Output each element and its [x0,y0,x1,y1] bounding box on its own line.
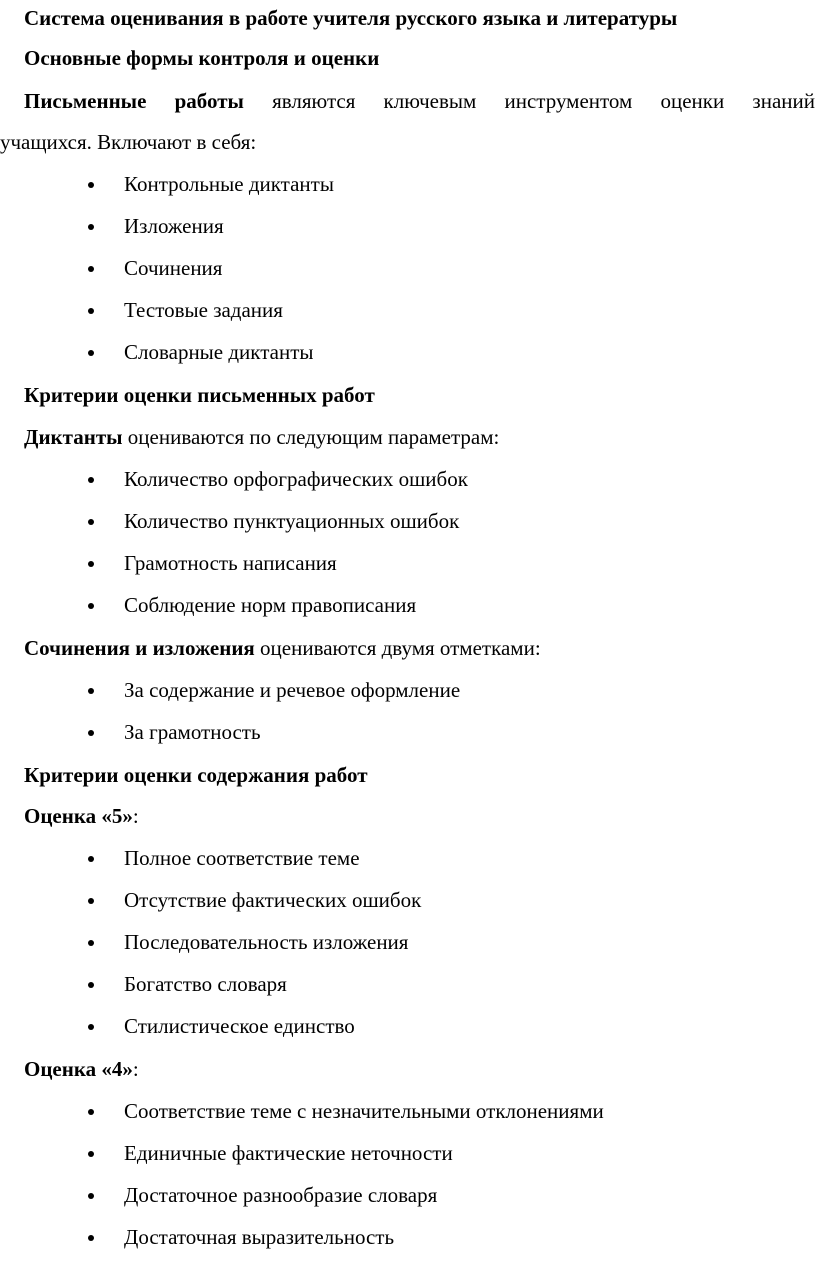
dictations-description: оцениваются по следующим параметрам: [122,425,500,449]
document-title: Система оценивания в работе учителя русского языка и литературы [24,6,678,30]
written-works-term: Письменные работы [24,89,244,113]
bullet-icon [88,603,94,609]
grade4-label [24,1057,139,1081]
section-heading-content-criteria: Критерии оценки содержания работ [24,763,368,787]
essays-term: Сочинения и изложения [24,636,255,660]
grade4-colon: : [132,1057,139,1081]
bullet-icon [88,730,94,736]
bullet-icon [88,308,94,314]
grade5-label [24,804,139,828]
essays-description: оцениваются двумя отметками: [254,636,541,660]
grade5-colon: : [132,804,139,828]
section-heading-written-criteria: Критерии оценки письменных работ [24,383,375,407]
bullet-icon [88,224,94,230]
bullet-icon [88,1235,94,1241]
section-heading-forms: Основные формы контроля и оценки [24,46,380,70]
bullet-icon [88,856,94,862]
bullet-icon [88,182,94,188]
bullet-icon [88,1193,94,1199]
written-works-paragraph-line2: учащихся. Включают в себя: [0,130,257,154]
dictations-paragraph [24,425,499,449]
written-works-description: являются ключевым инструментом оценки знаний [272,89,815,113]
bullet-icon [88,266,94,272]
bullet-icon [88,940,94,946]
bullet-icon [88,477,94,483]
bullet-icon [88,519,94,525]
essays-paragraph [24,636,541,660]
bullet-icon [88,1024,94,1030]
bullet-icon [88,1109,94,1115]
grade5-title: Оценка «5» [24,804,133,828]
grade4-title: Оценка «4» [24,1057,133,1081]
dictations-term: Диктанты [24,425,123,449]
bullet-icon [88,982,94,988]
bullet-icon [88,898,94,904]
bullet-icon [88,688,94,694]
written-works-paragraph-line1 [24,89,815,113]
bullet-icon [88,561,94,567]
bullet-icon [88,1151,94,1157]
bullet-icon [88,350,94,356]
